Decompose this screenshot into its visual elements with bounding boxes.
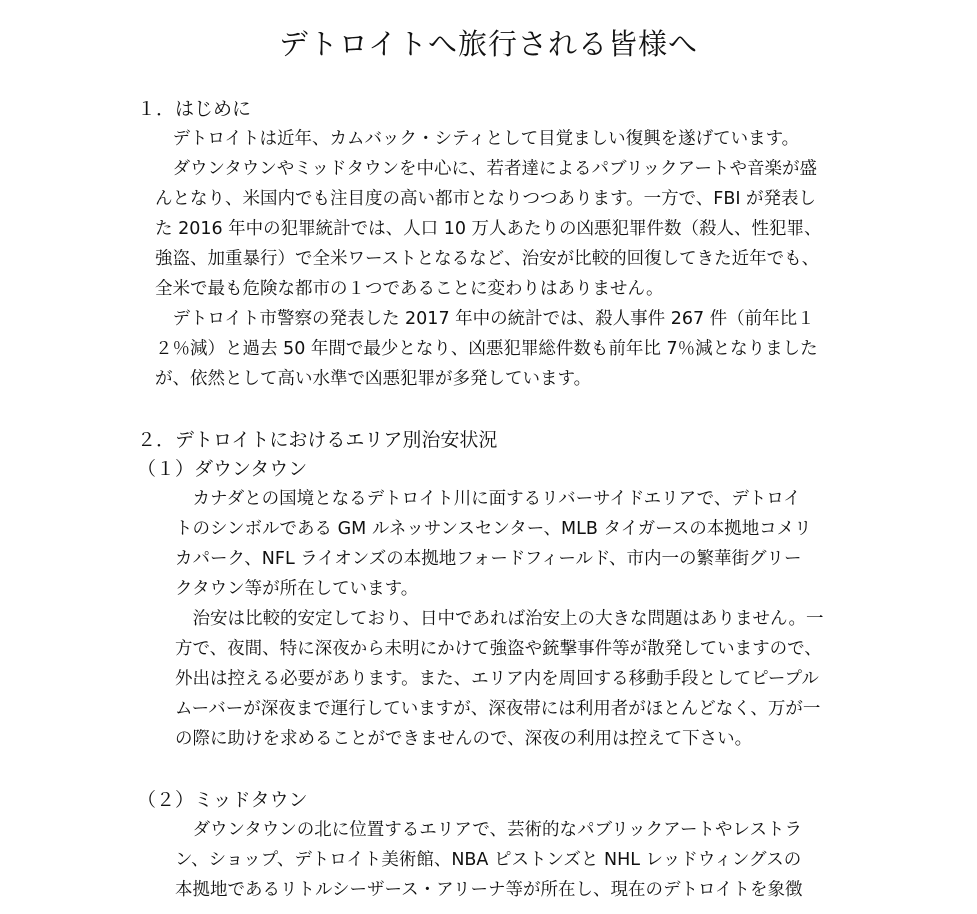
section-1-paragraph-1 bbox=[155, 124, 855, 154]
section-2-heading: ２．デトロイトにおけるエリア別治安状況 bbox=[137, 429, 498, 451]
text-line: デトロイトは近年、カムバック・シティとして目覚ましい復興を遂げています。 bbox=[155, 129, 800, 149]
downtown-paragraph-1 bbox=[175, 484, 855, 604]
text-line: クタウン等が所在しています。 bbox=[175, 579, 419, 599]
text-line: 外出は控える必要があります。また、エリア内を周回する移動手段としてピープル bbox=[175, 669, 819, 689]
downtown-paragraph-2 bbox=[175, 604, 855, 754]
text-line: ン、ショップ、デトロイト美術館、NBA ピストンズと NHL レッドウィングスの bbox=[175, 850, 802, 870]
text-line: 方で、夜間、特に深夜から未明にかけて強盗や銃撃事件等が散発していますので、 bbox=[175, 639, 822, 659]
text-line: 治安は比較的安定しており、日中であれば治安上の大きな問題はありません。一 bbox=[175, 609, 824, 629]
section-1-paragraph-2 bbox=[155, 154, 855, 304]
text-line: ダウンタウンやミッドタウンを中心に、若者達によるパブリックアートや音楽が盛 bbox=[155, 159, 818, 179]
text-line: 全米で最も危険な都市の１つであることに変わりはありません。 bbox=[155, 279, 664, 299]
text-line: た 2016 年中の犯罪統計では、人口 10 万人あたりの凶悪犯罪件数（殺人、性犯罪、 bbox=[155, 219, 822, 239]
text-line: ムーバーが深夜まで運行していますが、深夜帯には利用者がほとんどなく、万が一 bbox=[175, 699, 821, 719]
text-line: ２％減）と過去 50 年間で最少となり、凶悪犯罪総件数も前年比 7％減となりました bbox=[155, 339, 818, 359]
text-line: トのシンボルである GM ルネッサンスセンター、MLB タイガースの本拠地コメリ bbox=[175, 519, 812, 539]
section-1-heading: １．はじめに bbox=[137, 98, 252, 120]
text-line: デトロイト市警察の発表した 2017 年中の統計では、殺人事件 267 件（前年比１ bbox=[155, 309, 815, 329]
document-title: デトロイトへ旅行される皆様へ bbox=[278, 27, 699, 61]
subsection-downtown-heading: （１）ダウンタウン bbox=[137, 458, 308, 480]
text-line: ダウンタウンの北に位置するエリアで、芸術的なパブリックアートやレストラ bbox=[175, 820, 803, 840]
text-line: んとなり、米国内でも注目度の高い都市となりつつあります。一方で、FBI が発表し bbox=[155, 189, 817, 209]
text-line: カパーク、NFL ライオンズの本拠地フォードフィールド、市内一の繁華街グリー bbox=[175, 549, 802, 569]
text-line: の際に助けを求めることができませんので、深夜の利用は控えて下さい。 bbox=[175, 729, 753, 749]
text-line: 強盗、加重暴行）で全米ワーストとなるなど、治安が比較的回復してきた近年でも、 bbox=[155, 249, 820, 269]
section-1-paragraph-3 bbox=[155, 304, 855, 394]
midtown-paragraph-1 bbox=[175, 815, 855, 905]
subsection-midtown-heading: （２）ミッドタウン bbox=[137, 789, 308, 811]
text-line: 本拠地であるリトルシーザース・アリーナ等が所在し、現在のデトロイトを象徴 bbox=[175, 880, 803, 900]
text-line: カナダとの国境となるデトロイト川に面するリバーサイドエリアで、デトロイ bbox=[175, 489, 801, 509]
text-line: が、依然として高い水準で凶悪犯罪が多発しています。 bbox=[155, 369, 592, 389]
